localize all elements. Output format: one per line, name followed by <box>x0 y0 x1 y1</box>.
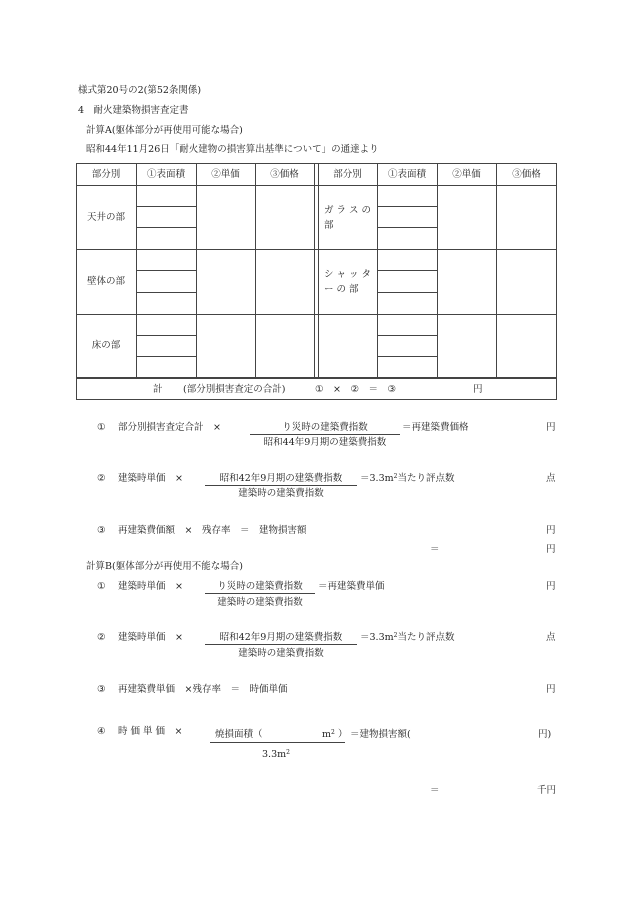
step-unit: 円) <box>538 729 552 740</box>
step-number: ① <box>97 581 106 592</box>
row-label-ceiling: 天井の部 <box>86 212 125 223</box>
header-part-right: 部分別 <box>333 169 362 180</box>
step-number: ④ <box>97 726 106 737</box>
step-unit: 円 <box>546 684 556 695</box>
calc-b-equals-unit: 千円 <box>537 785 557 796</box>
step-result: $=3.3m^2$当たり評点数 <box>360 632 455 643</box>
step-unit: 点 <box>546 473 556 484</box>
header-unit-right: ②単価 <box>452 169 481 180</box>
fraction-denominator: 建築時の建築費指数 <box>238 488 324 499</box>
header-price-right: ③価格 <box>512 169 541 180</box>
row-label-glass-cont: 部 <box>324 220 334 231</box>
fraction-numerator: 昭和42年9月期の建築費指数 <box>219 632 343 643</box>
step-number: ③ <box>97 684 106 695</box>
fraction-numerator: り災時の建築費指数 <box>282 422 368 433</box>
step-number: ② <box>97 632 106 643</box>
calc-a-equals: ＝ <box>430 544 440 555</box>
fraction-denominator: 昭和44年9月期の建築費指数 <box>263 437 387 448</box>
header-unit-left: ②単価 <box>211 169 240 180</box>
section-title: 4 耐火建築物損害査定書 <box>78 105 189 116</box>
calc-b-title: 計算B(躯体部分が再使用不能な場合) <box>86 561 243 572</box>
step-text: 部分別損害査定合計 × <box>118 422 221 433</box>
fraction-denominator: $3.3m^2$ <box>262 749 290 760</box>
row-label-floor: 床の部 <box>91 340 121 351</box>
calc-b-equals: ＝ <box>430 785 440 796</box>
step-text: 建築時単価 × <box>118 473 183 484</box>
fraction-numerator-unit: $m^2$ <box>322 729 335 740</box>
step-number: ③ <box>97 525 106 536</box>
fraction-denominator: 建築時の建築費指数 <box>217 597 303 608</box>
calc-a-equals-unit: 円 <box>546 544 556 555</box>
row-label-wall: 壁体の部 <box>86 276 125 287</box>
header-part-left: 部分別 <box>91 169 121 180</box>
header-price-left: ③価格 <box>270 169 299 180</box>
step-result: ＝再建築費単価 <box>318 581 385 592</box>
total-description: (部分別損害査定の合計) <box>183 384 286 395</box>
step-result: ＝再建築費価格 <box>402 422 469 433</box>
header-area-left: ①表面積 <box>146 169 185 180</box>
step-text: 建築時単価 × <box>118 581 183 592</box>
notice-line: 昭和44年11月26日「耐火建物の損害算出基準について」の通達より <box>86 144 379 155</box>
total-formula: ① × ② ＝ ③ <box>315 384 397 395</box>
step-text: 時 価 単 価 × <box>118 726 183 737</box>
step-text: 再建築費単価 ×残存率 ＝ 時価単価 <box>118 684 288 695</box>
table-frame <box>76 163 557 400</box>
row-label-glass: ガ ラ ス の <box>324 205 372 216</box>
header-area-right: ①表面積 <box>387 169 426 180</box>
calc-a-title: 計算A(躯体部分が再使用可能な場合) <box>86 125 243 136</box>
fraction-numerator-close: ） <box>338 729 348 740</box>
fraction-numerator-label: 焼損面積（ <box>215 729 263 740</box>
row-label-shutter-cont: ー の 部 <box>324 284 359 295</box>
form-number: 様式第20号の2(第52条関係) <box>78 85 202 96</box>
step-unit: 点 <box>546 632 556 643</box>
fraction-numerator: 昭和42年9月期の建築費指数 <box>219 473 343 484</box>
row-label-shutter: シ ャ ッ タ <box>324 269 372 280</box>
step-unit: 円 <box>546 581 556 592</box>
step-unit: 円 <box>546 525 556 536</box>
total-unit: 円 <box>473 384 483 395</box>
total-label: 計 <box>153 384 163 395</box>
fraction-denominator: 建築時の建築費指数 <box>238 648 324 659</box>
step-number: ① <box>97 422 106 433</box>
step-text: 再建築費価額 × 残存率 ＝ 建物損害額 <box>118 525 307 536</box>
step-text: 建築時単価 × <box>118 632 183 643</box>
step-unit: 円 <box>546 422 556 433</box>
step-result: $=3.3m^2$当たり評点数 <box>360 473 455 484</box>
step-result: ＝建物損害額( <box>350 729 411 740</box>
step-number: ② <box>97 473 106 484</box>
fraction-numerator: り災時の建築費指数 <box>217 581 303 592</box>
